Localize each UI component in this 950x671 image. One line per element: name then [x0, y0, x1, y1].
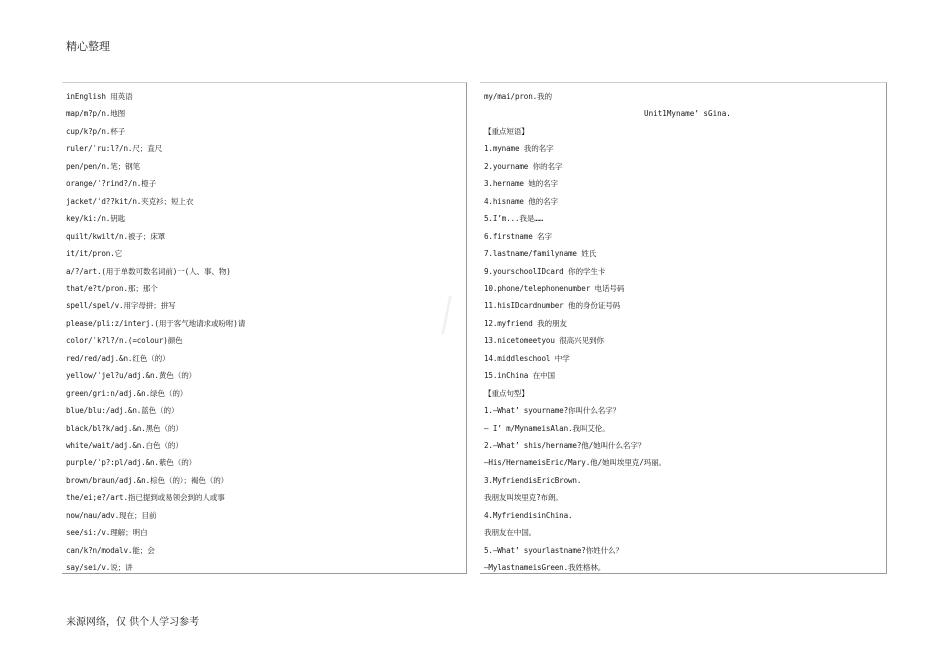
text-line: blue/blu:/adj.&n.蓝色（的） — [66, 406, 179, 416]
text-line: pen/pen/n.笔；钢笔 — [66, 161, 140, 171]
text-line: 6.firstname 名字 — [484, 231, 552, 241]
text-line: 13.nicetomeetyou 很高兴见到你 — [484, 336, 604, 346]
text-line: 1.myname 我的名字 — [484, 144, 554, 154]
text-line: black/bl?k/adj.&n.黑色（的） — [66, 423, 183, 433]
page-footer: 来源网络，仅 供个人学习参考 — [66, 617, 200, 628]
text-line: can/k?n/modalv.能；会 — [66, 545, 155, 555]
text-line: 2.yourname 你的名字 — [484, 161, 563, 171]
text-line: ruler/ˈru:l?/n.尺；直尺 — [66, 144, 163, 154]
text-line: that/e?t/pron.那；那个 — [66, 283, 158, 293]
text-line: 4.hisname 他的名字 — [484, 196, 558, 206]
text-line: see/si:/v.理解；明白 — [66, 528, 148, 538]
text-line: 3.hername 她的名字 — [484, 179, 558, 189]
text-line: brown/braun/adj.&n.棕色（的）；褐色（的） — [66, 475, 229, 485]
text-line: 5.I’m...我是…… — [484, 214, 544, 224]
text-line: 9.yourschoolIDcard 你的学生卡 — [484, 266, 606, 276]
text-line: my/mai/pron.我的 — [484, 92, 552, 101]
text-line: —His/HernameisEric/Mary.他/她叫埃里克/玛丽。 — [484, 458, 666, 468]
text-line: yellow/ˈjel?u/adj.&n.黄色（的） — [66, 371, 197, 381]
text-line: —MylastnameisGreen.我姓格林。 — [484, 563, 606, 573]
text-line: 我朋友叫埃里克?布朗。 — [484, 493, 563, 503]
watermark-mark: ⁄ — [434, 291, 460, 342]
text-line: inEnglish 用英语 — [66, 92, 133, 101]
phrases-column — [480, 82, 887, 574]
text-line: 14.middleschool 中学 — [484, 353, 570, 363]
text-line: say/sei/v.说；讲 — [66, 563, 133, 573]
text-line: cup/k?p/n.杯子 — [66, 126, 126, 136]
text-line: green/gri:n/adj.&n.绿色（的） — [66, 388, 188, 398]
text-line: 1.—What’ syourname?你叫什么名字？ — [484, 406, 621, 416]
vocabulary-column — [62, 82, 467, 574]
text-line: orange/ˈ?rind?/n.橙子 — [66, 179, 157, 189]
text-line: 【重点句型】 — [484, 388, 529, 398]
text-line: 10.phone/telephonenumber 电话号码 — [484, 283, 625, 293]
text-line: 2.—What’ shis/hername?他/她叫什么名字？ — [484, 441, 646, 450]
text-line: 12.myfriend 我的朋友 — [484, 318, 567, 328]
text-line: now/nau/adv.现在；目前 — [66, 510, 157, 520]
text-line: purple/ˈp?:pl/adj.&n.紫色（的） — [66, 458, 197, 468]
text-line: — I’ m/MynameisAlan.我叫艾伦。 — [484, 423, 610, 433]
text-line: jacket/ˈd??kit/n.夹克衫；短上衣 — [66, 196, 194, 206]
text-line: please/pli:z/interj.(用于客气地请求或吩咐)请 — [66, 318, 246, 328]
text-line: a/?/art.(用于单数可数名词前)一(人、事、物) — [66, 266, 231, 276]
text-line: 7.lastname/familyname 姓氏 — [484, 249, 597, 259]
text-line: red/red/adj.&n.红色（的） — [66, 353, 170, 363]
text-line: key/ki:/n.钥匙 — [66, 214, 126, 224]
text-line: map/m?p/n.地图 — [66, 109, 126, 119]
unit-title: Unit1Myname’ sGina. — [644, 109, 731, 118]
text-line: it/it/pron.它 — [66, 249, 123, 259]
text-line: white/wait/adj.&n.白色（的） — [66, 441, 183, 450]
text-line: 15.inChina 在中国 — [484, 371, 555, 381]
text-line: 我朋友在中国。 — [484, 528, 537, 538]
text-line: 3.MyfriendisEricBrown. — [484, 475, 582, 485]
text-line: the/ei;e?/art.指已提到或易领会到的人或事 — [66, 493, 225, 503]
text-line: spell/spel/v.用字母拼；拼写 — [66, 301, 176, 311]
text-line: 11.hisIDcardnumber 他的身份证号码 — [484, 301, 621, 311]
text-line: color/ˈk?l?/n.(=colour)颜色 — [66, 336, 183, 346]
page-header: 精心整理 — [66, 40, 110, 53]
text-line: 4.MyfriendisinChina. — [484, 510, 573, 520]
text-line: quilt/kwilt/n.被子；床罩 — [66, 231, 166, 241]
text-line: 【重点短语】 — [484, 126, 529, 136]
text-line: 5.—What’ syourlastname?你姓什么？ — [484, 545, 623, 555]
